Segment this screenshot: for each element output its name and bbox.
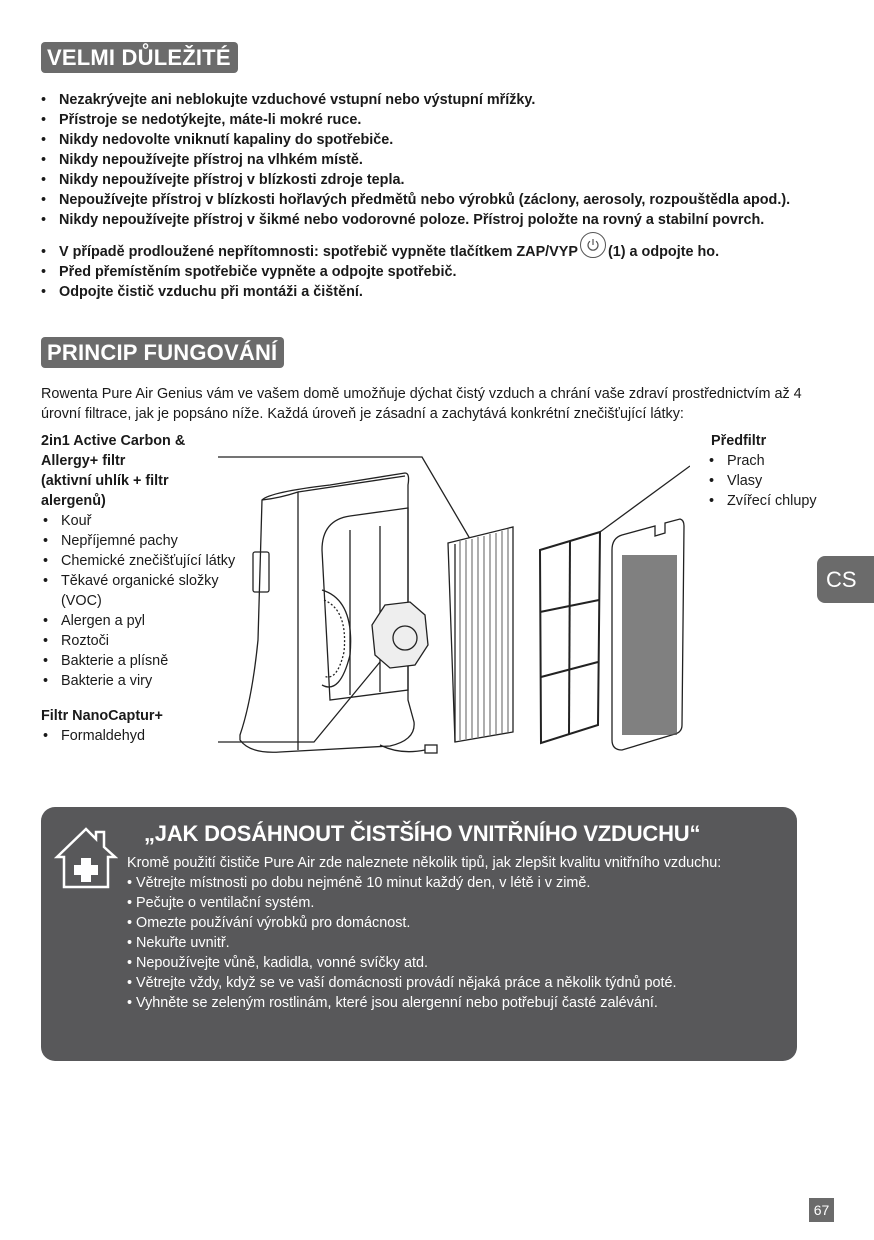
important-item-power <box>41 242 841 262</box>
prefilter-item: • Zvířecí chlupy <box>707 491 821 511</box>
prefilter-item: • Prach <box>707 451 821 471</box>
tips-body <box>127 853 787 1013</box>
important-item: • Nikdy nepoužívejte přístroj na vlhkém místě. <box>41 150 841 170</box>
nano-filter-item: • Formaldehyd <box>41 726 251 746</box>
important-heading: VELMI DŮLEŽITÉ <box>41 42 238 73</box>
important-item: • Přístroje se nedotýkejte, máte-li mokré ruce. <box>41 110 841 130</box>
prefilter-list <box>707 451 821 511</box>
tip-item: • Nekuřte uvnitř. <box>127 935 230 951</box>
important-list <box>41 90 841 302</box>
important-item: • Před přemístěním spotřebiče vypněte a odpojte spotřebič. <box>41 262 841 282</box>
carbon-filter-item: • Alergen a pyl <box>41 611 251 631</box>
important-item: • Nikdy nepoužívejte přístroj v blízkosti zdroje tepla. <box>41 170 841 190</box>
important-item: • Odpojte čistič vzduchu při montáži a čištění. <box>41 282 841 302</box>
tip-item: • Pečujte o ventilační systém. <box>127 895 315 911</box>
prefilter-title: Předfiltr <box>711 433 767 449</box>
important-item: • Nezakrývejte ani neblokujte vzduchové vstupní nebo výstupní mřížky. <box>41 90 841 110</box>
power-icon <box>580 232 606 258</box>
tip-item: • Větrejte vždy, když se ve vaší domácnosti provádí nějaká práce a několik týdnů poté. <box>127 975 677 991</box>
carbon-filter-title-line: (aktivní uhlík + filtr <box>41 473 169 489</box>
important-item: • Nikdy nedovolte vniknutí kapaliny do spotřebiče. <box>41 130 841 150</box>
nano-filter-title: Filtr NanoCaptur+ <box>41 708 163 724</box>
tips-intro: Kromě použití čističe Pure Air zde naleznete několik tipů, jak zlepšit kvalitu vnitřního vzduchu: <box>127 855 722 871</box>
important-item: • Nepoužívejte přístroj v blízkosti hořlavých předmětů nebo výrobků (záclony, aerosoly, rozpouštědla apod.). <box>41 190 841 210</box>
principle-heading: PRINCIP FUNGOVÁNÍ <box>41 337 284 368</box>
carbon-filter-title-line: 2in1 Active Carbon & <box>41 433 186 449</box>
prefilter-item: • Vlasy <box>707 471 821 491</box>
power-item-text-after: (1) a odpojte ho. <box>607 244 720 260</box>
tip-item: • Vyhněte se zeleným rostlinám, které jsou alergenní nebo potřebují časté zalévání. <box>127 995 658 1011</box>
carbon-filter-item: • Nepříjemné pachy <box>41 531 251 551</box>
language-tab: CS <box>817 556 874 603</box>
carbon-filter-item: • Bakterie a plísně <box>41 651 251 671</box>
prefilter-label <box>711 431 821 511</box>
power-item-text: V případě prodloužené nepřítomnosti: spotřebič vypněte tlačítkem ZAP/VYP <box>59 244 578 260</box>
carbon-filter-item: • Těkavé organické složky (VOC) <box>41 571 251 611</box>
carbon-filter-item: • Chemické znečišťující látky <box>41 551 251 571</box>
tip-item: • Omezte používání výrobků pro domácnost. <box>127 915 411 931</box>
carbon-filter-item: • Roztoči <box>41 631 251 651</box>
tip-item: • Nepoužívejte vůně, kadidla, vonné svíčky atd. <box>127 955 429 971</box>
tips-box <box>41 807 797 1061</box>
air-purifier-diagram <box>210 440 690 780</box>
principle-intro: Rowenta Pure Air Genius vám ve vašem domě umožňuje dýchat čistý vzduch a chrání vaše zdraví prostřednictvím až 4 úrovní filtrace, jak je popsáno níže. Každá úroveň je zásadní a zachytává konkrétní znečišťující látky: <box>41 386 802 422</box>
tips-title: „JAK DOSÁHNOUT ČISTŠÍHO VNITŘNÍHO VZDUCHU“ <box>144 821 701 846</box>
carbon-filter-item: • Bakterie a viry <box>41 671 251 691</box>
important-item: • Nikdy nepoužívejte přístroj v šikmé nebo vodorovné poloze. Přístroj položte na rovný a stabilní povrch. <box>41 210 841 230</box>
carbon-filter-title-line: Allergy+ filtr <box>41 453 126 469</box>
carbon-filter-item: • Kouř <box>41 511 251 531</box>
carbon-filter-title-line: alergenů) <box>41 493 106 509</box>
tip-item: • Větrejte místnosti po dobu nejméně 10 minut každý den, v létě i v zimě. <box>127 875 591 891</box>
page-number: 67 <box>809 1198 834 1222</box>
house-cross-icon <box>54 824 118 890</box>
